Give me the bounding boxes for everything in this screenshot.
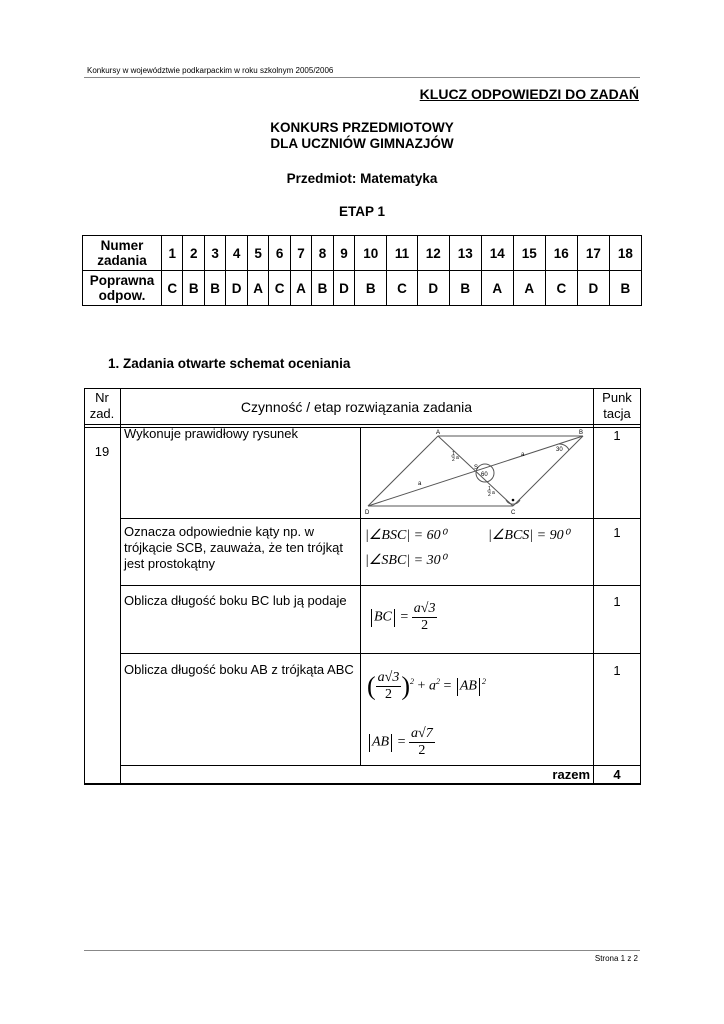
answer-key-table	[82, 235, 642, 306]
angle-bcs-formula: |∠BCS| = 90⁰	[488, 528, 570, 543]
task-number-cell: 1	[162, 236, 183, 271]
total-points: 4	[613, 767, 621, 782]
answer-key-numbers-row	[83, 236, 642, 271]
answer-cell: B	[355, 271, 387, 306]
activity-bc-length: Oblicza długość boku BC lub ją podaje	[124, 593, 347, 608]
task-number-cell: 10	[355, 236, 387, 271]
svg-text:a: a	[492, 490, 495, 496]
task-number-cell: 14	[481, 236, 513, 271]
answers-label-line2: odpow.	[98, 288, 146, 303]
header-nr-line1: Nr	[95, 390, 109, 405]
task-number-cell: 9	[333, 236, 354, 271]
points-angles: 1	[613, 525, 621, 540]
answer-cell: C	[269, 271, 290, 306]
numbers-label-line2: zadania	[97, 253, 147, 268]
answers-row-label	[83, 271, 162, 306]
contest-title-line1: KONKURS PRZEDMIOTOWY	[270, 120, 454, 135]
figure-angle-60: 60	[481, 472, 488, 478]
subject-title: Przedmiot: Matematyka	[286, 171, 438, 186]
activity-ab-length: Oblicza długość boku AB z trójkąta ABC	[124, 662, 354, 677]
figure-angle-30: 30	[556, 447, 563, 453]
contest-title-line2: DLA UCZNIÓW GIMNAZJÓW	[270, 136, 454, 151]
task-number-cell: 2	[183, 236, 204, 271]
task-number-cell: 6	[269, 236, 290, 271]
svg-text:2: 2	[452, 457, 455, 463]
answer-cell: B	[204, 271, 225, 306]
total-label: razem	[552, 767, 590, 782]
figure-side-a: a	[418, 481, 422, 487]
section-title: 1. Zadania otwarte schemat oceniania	[108, 356, 351, 371]
svg-text:1: 1	[452, 451, 455, 457]
answers-label-line1: Poprawna	[89, 273, 155, 288]
figure-label-b-vertex: B	[579, 430, 584, 436]
header-points	[593, 390, 641, 422]
answer-cell: D	[226, 271, 247, 306]
angle-bsc-formula: |∠BSC| = 60⁰	[365, 528, 447, 543]
svg-text:1: 1	[488, 486, 491, 492]
grading-table	[84, 388, 641, 785]
task-number-cell: 18	[609, 236, 641, 271]
angle-sbc-formula: |∠SBC| = 30⁰	[365, 553, 447, 568]
answer-cell: D	[417, 271, 449, 306]
figure-label-c-vertex: C	[511, 510, 516, 516]
answer-cell: B	[449, 271, 481, 306]
answer-cell: A	[247, 271, 268, 306]
page-number: Strona 1 z 2	[594, 954, 638, 963]
header-points-line1: Punk	[602, 390, 632, 405]
activity-angles: Oznacza odpowiednie kąty np. w trójkącie SCB, zauważa, że ten trójkąt jest prostokątny	[124, 524, 343, 571]
parallelogram-figure	[363, 428, 593, 518]
figure-side-a-upper: a	[521, 452, 525, 458]
header-points-line2: tacja	[603, 406, 631, 421]
svg-text:a: a	[456, 455, 459, 461]
figure-label-d-vertex: D	[365, 510, 370, 516]
answer-cell: D	[577, 271, 609, 306]
header-nr-line2: zad.	[89, 406, 115, 421]
task-number-cell: 16	[545, 236, 577, 271]
header-activity: Czynność / etap rozwiązania zadania	[240, 399, 473, 415]
answer-cell: A	[481, 271, 513, 306]
answer-cell: C	[387, 271, 418, 306]
answer-cell: A	[513, 271, 545, 306]
answer-key-title: KLUCZ ODPOWIEDZI DO ZADAŃ	[419, 86, 639, 102]
figure-label-a-vertex: A	[436, 430, 441, 436]
points-drawing: 1	[613, 428, 621, 443]
answer-cell: B	[183, 271, 204, 306]
ab-length-formula: AB = $\frac{a√7}{2}$	[367, 726, 435, 759]
task-number-cell: 17	[577, 236, 609, 271]
pythagoras-formula: ( $\frac{a√3}{2}$ )$^2 + a^2$ = AB $^2$	[367, 670, 486, 702]
answer-key-answers-row	[83, 271, 642, 306]
task-number: 19	[94, 444, 110, 459]
task-number-cell: 12	[417, 236, 449, 271]
svg-text:2: 2	[488, 492, 491, 498]
document-header: Konkursy w województwie podkarpackim w roku szkolnym 2005/2006	[87, 66, 334, 75]
answer-cell: B	[609, 271, 641, 306]
task-number-cell: 5	[247, 236, 268, 271]
task-number-cell: 15	[513, 236, 545, 271]
numbers-row-label	[83, 236, 162, 271]
task-number-cell: 13	[449, 236, 481, 271]
bc-length-formula: BC = $\frac{a√3}{2}$	[369, 601, 437, 634]
answer-cell: C	[162, 271, 183, 306]
answer-cell: D	[333, 271, 354, 306]
activity-drawing: Wykonuje prawidłowy rysunek	[124, 426, 299, 441]
header-divider	[84, 77, 640, 78]
answer-cell: C	[545, 271, 577, 306]
footer-divider	[84, 950, 640, 951]
header-task-number	[84, 390, 120, 422]
answer-cell: A	[290, 271, 311, 306]
task-number-cell: 3	[204, 236, 225, 271]
stage-title: ETAP 1	[338, 204, 386, 219]
points-bc-length: 1	[613, 594, 621, 609]
points-ab-length: 1	[613, 663, 621, 678]
figure-label-s: S	[474, 465, 479, 471]
task-number-cell: 8	[312, 236, 333, 271]
task-number-cell: 4	[226, 236, 247, 271]
answer-cell: B	[312, 271, 333, 306]
task-number-cell: 7	[290, 236, 311, 271]
numbers-label-line1: Numer	[100, 238, 144, 253]
task-number-cell: 11	[387, 236, 418, 271]
